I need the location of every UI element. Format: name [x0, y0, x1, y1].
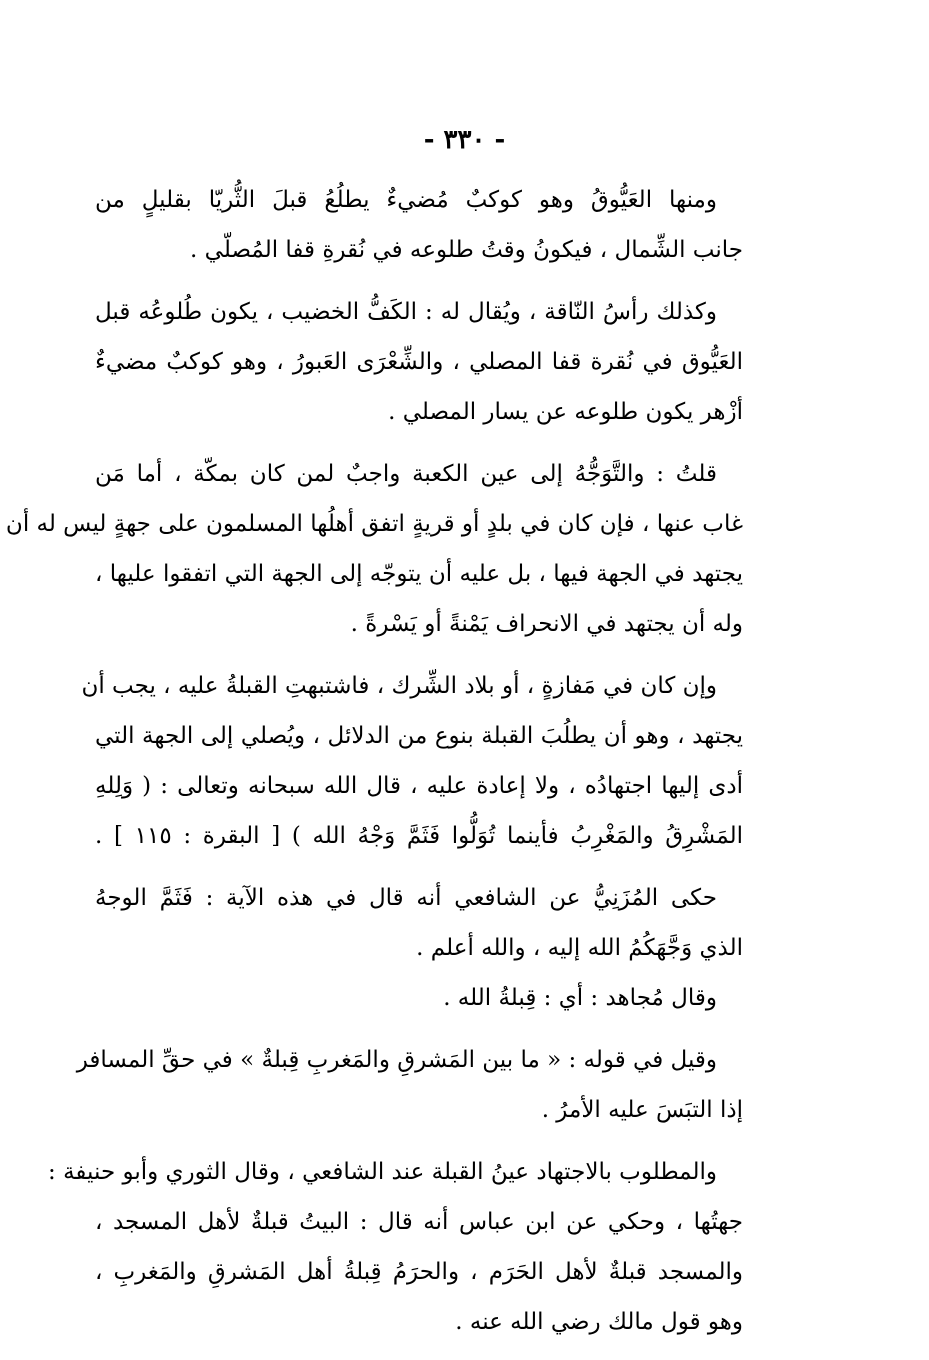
text-line: غاب عنها ، فإن كان في بلدٍ أو قريةٍ اتفق أهلُها المسلمون على جهةٍ ليس له أن	[5, 511, 743, 537]
text-line: إذا التبَسَ عليه الأمرُ .	[541, 1097, 743, 1123]
text-line: ومنها العَيُّوقُ وهو كوكبٌ مُضيءٌ يطلُعُ قبلَ الثُّريّا بقليلٍ من	[95, 187, 717, 213]
text-line: وإن كان في مَفازةٍ ، أو بلاد الشِّرك ، فاشتبهتِ القبلةُ عليه ، يجب أن	[81, 673, 717, 699]
paragraph-gap	[95, 440, 743, 452]
page-number: - ٣٣٠ -	[423, 125, 506, 155]
text-line: أدى إليها اجتهادُه ، ولا إعادة عليه ، قال الله سبحانه وتعالى : ( وَلِلهِ	[95, 773, 743, 799]
text-line: يجتهد في الجهة فيها ، بل عليه أن يتوجّه إلى الجهة التي اتفقوا عليها ،	[95, 561, 743, 587]
text-line: المَشْرِقُ والمَغْرِبُ فأينما تُوَلُّوا فَثَمَّ وَجْهُ الله ) [ البقرة : ١١٥ ] .	[95, 823, 743, 849]
text-line: وهو قول مالك رضي الله عنه .	[455, 1309, 743, 1335]
paragraph-gap	[95, 278, 743, 290]
paragraph-gap	[95, 1026, 743, 1038]
text-line: والمطلوب بالاجتهاد عينُ القبلة عند الشافعي ، وقال الثوري وأبو حنيفة :	[48, 1159, 717, 1185]
text-line: الذي وَجَّهَكُمُ الله إليه ، والله أعلم .	[416, 935, 743, 961]
text-line: والمسجد قبلةٌ لأهل الحَرَم ، والحرَمُ قِبلةُ أهل المَشرقِ والمَغربِ ،	[95, 1259, 743, 1285]
text-line: جانب الشِّمال ، فيكونُ وقتُ طلوعه في نُقرةِ قفا المُصلّي .	[190, 237, 743, 263]
paragraph-gap	[95, 864, 743, 876]
paragraph-gap	[95, 1138, 743, 1150]
text-line: وقيل في قوله : « ما بين المَشرقِ والمَغربِ قِبلةٌ » في حقِّ المسافر	[76, 1047, 717, 1073]
text-line: جهتُها ، وحكي عن ابن عباس أنه قال : البيتُ قبلةٌ لأهل المسجد ،	[95, 1209, 743, 1235]
text-line: وقال مُجاهد : أي : قِبلةُ الله .	[443, 985, 717, 1011]
text-line: العَيُّوق في نُقرة قفا المصلي ، والشِّعْرَى العَبورُ ، وهو كوكبٌ مضيءٌ	[95, 349, 743, 375]
text-line: يجتهد ، وهو أن يطلُبَ القبلة بنوع من الدلائل ، ويُصلي إلى الجهة التي	[95, 723, 743, 749]
text-line: وكذلك رأسُ النّاقة ، ويُقال له : الكَفُّ الخضيب ، يكون طُلوعُه قبل	[95, 299, 717, 325]
paragraph-gap	[95, 652, 743, 664]
text-line: قلتُ : والتَّوَجُّهُ إلى عين الكعبة واجبٌ لمن كان بمكّة ، أما مَن	[95, 461, 717, 487]
text-line: أزْهر يكون طلوعه عن يسار المصلي .	[388, 399, 743, 425]
text-line: وله أن يجتهد في الانحراف يَمْنةً أو يَسْرةً .	[350, 611, 743, 637]
text-line: حكى المُزَنِيُّ عن الشافعي أنه قال في هذه الآية : فَثَمَّ الوجهُ	[95, 885, 717, 911]
page-body	[5, 178, 743, 1350]
